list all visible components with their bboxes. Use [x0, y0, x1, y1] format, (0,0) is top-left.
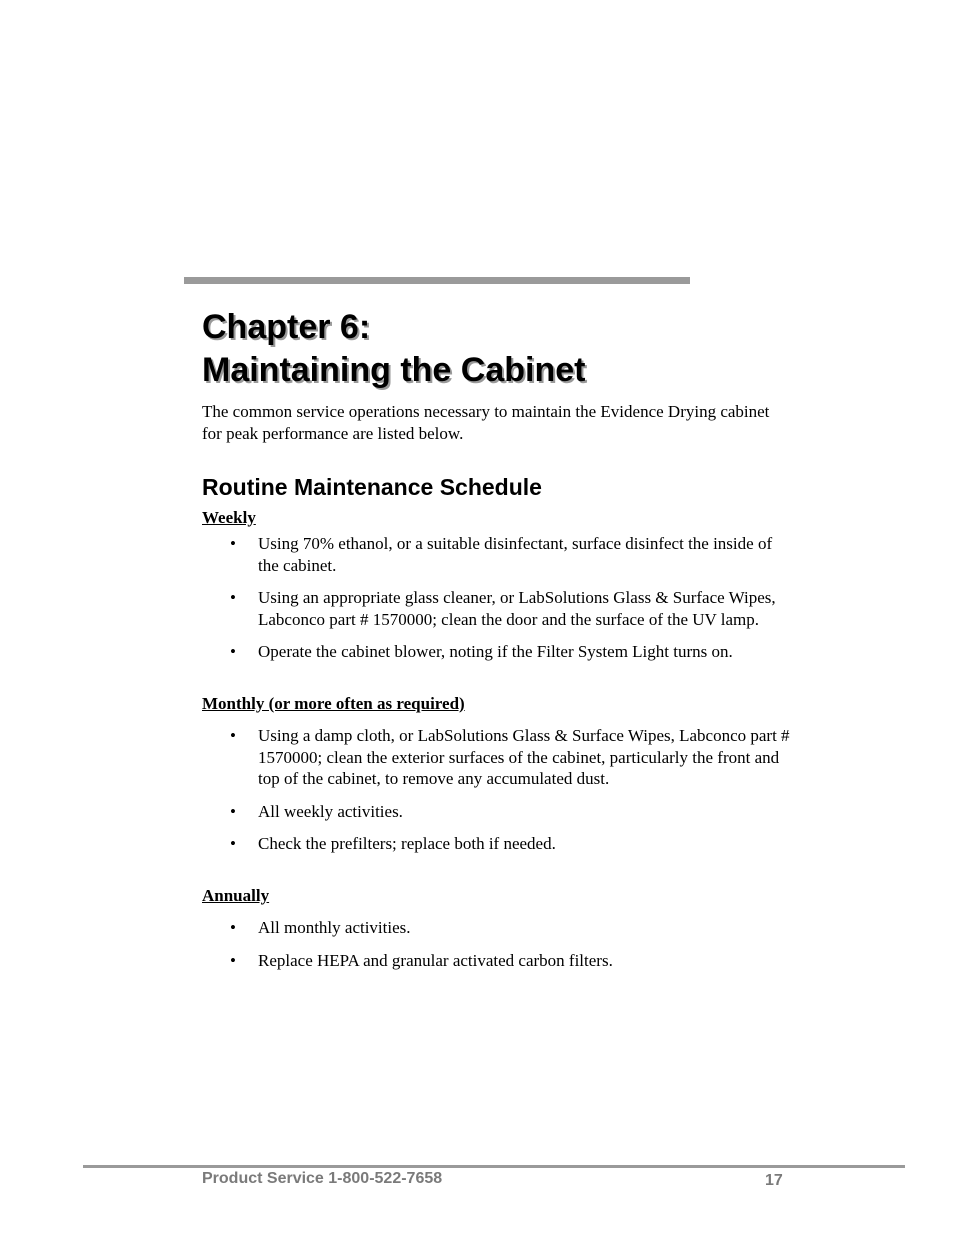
- footer-rule: [83, 1165, 905, 1168]
- monthly-heading: Monthly (or more often as required): [202, 694, 465, 713]
- list-item: • Replace HEPA and granular activated carbon filters.: [230, 950, 613, 970]
- chapter-number: Chapter 6:: [202, 308, 371, 346]
- monthly-list: [202, 725, 792, 866]
- list-item: • Using a damp cloth, or LabSolutions Glass & Surface Wipes, Labconco part # 1570000; clean the exterior surfaces of the cabinet, particularly the front and top of the cabinet, to remove any accumulated dust.: [230, 726, 790, 788]
- bullet-icon: •: [230, 642, 236, 661]
- bullet-icon: •: [230, 834, 236, 853]
- list-item: • Check the prefilters; replace both if needed.: [230, 834, 556, 853]
- page-number: 17: [765, 1172, 783, 1189]
- chapter-title: [202, 306, 585, 392]
- bullet-icon: •: [230, 534, 236, 553]
- chapter-top-rule: [184, 277, 690, 284]
- list-item: • Using 70% ethanol, or a suitable disinfectant, surface disinfect the inside of the cabinet.: [230, 534, 773, 575]
- bullet-icon: •: [230, 726, 236, 745]
- annually-heading: Annually: [202, 886, 270, 905]
- section-heading: Routine Maintenance Schedule: [202, 474, 542, 500]
- list-item: • Operate the cabinet blower, noting if the Filter System Light turns on.: [230, 642, 733, 661]
- footer-product-service: Product Service 1-800-522-7658: [202, 1170, 443, 1187]
- bullet-icon: •: [230, 950, 236, 970]
- annually-list: [202, 917, 792, 982]
- chapter-name: Maintaining the Cabinet: [202, 351, 586, 389]
- weekly-heading: Weekly: [202, 508, 256, 527]
- list-item: • All weekly activities.: [230, 801, 403, 821]
- list-item: • Using an appropriate glass cleaner, or LabSolutions Glass & Surface Wipes, Labconco part # 1570000; clean the door and the surface of the UV lamp.: [230, 588, 776, 629]
- list-item: • All monthly activities.: [230, 918, 411, 937]
- bullet-icon: •: [230, 588, 236, 607]
- bullet-icon: •: [230, 801, 236, 821]
- intro-paragraph: The common service operations necessary to maintain the Evidence Drying cabinet for peak performance are listed below.: [202, 402, 770, 443]
- weekly-list: [202, 533, 792, 674]
- bullet-icon: •: [230, 918, 236, 937]
